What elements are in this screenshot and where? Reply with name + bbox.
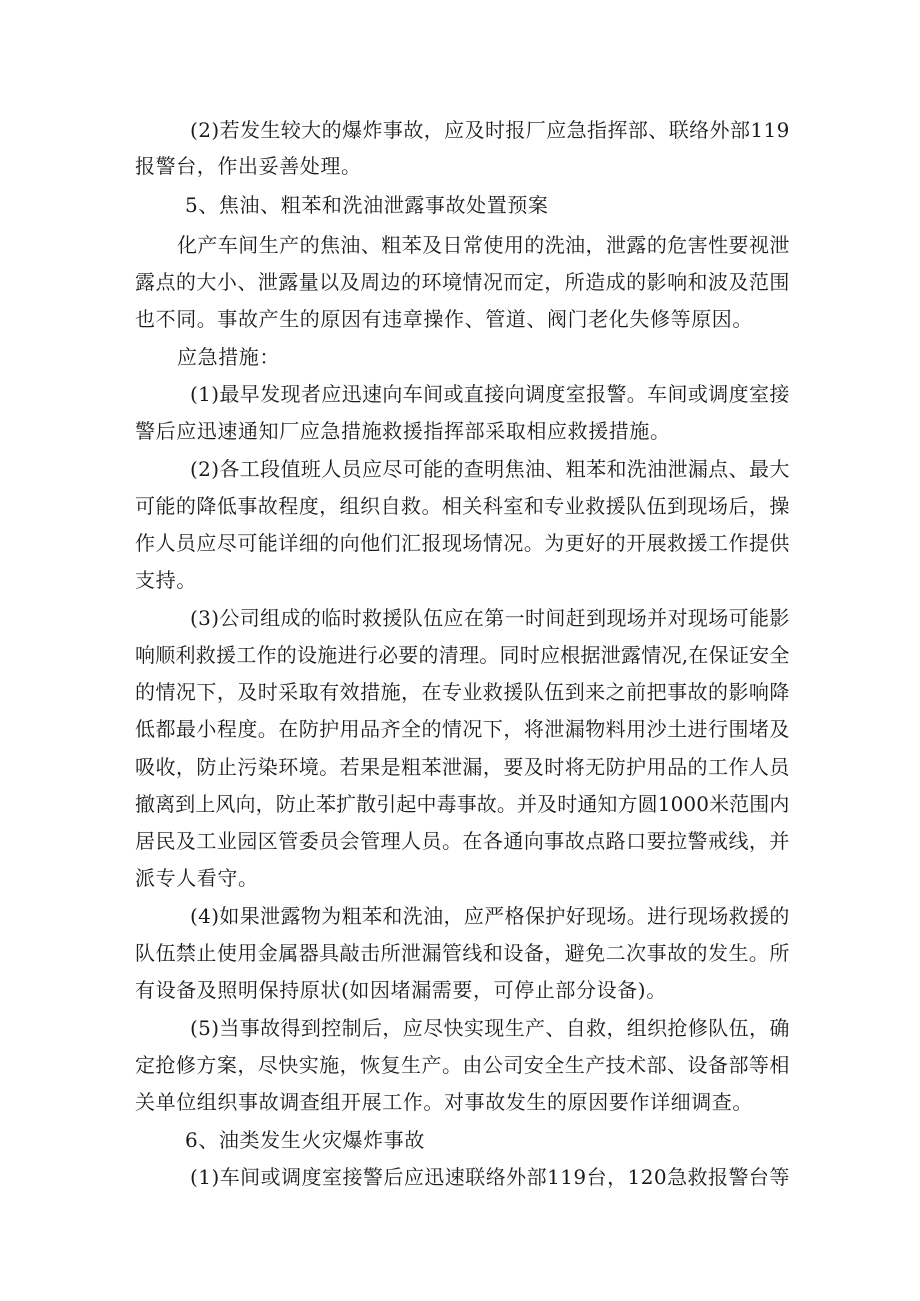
text-line: 露点的大小、泄露量以及周边的环境情况而定，所造成的影响和波及范围 — [135, 270, 790, 294]
text-line: 报警台，作出妥善处理。 — [135, 154, 362, 178]
text-line: 作人员应尽可能详细的向他们汇报现场情况。为更好的开展救援工作提供 — [135, 531, 790, 555]
text-line: 有设备及照明保持原状(如因堵漏需要，可停止部分设备)。 — [135, 978, 667, 1002]
section-heading: 5、焦油、粗苯和洗油泄露事故处置预案 — [185, 193, 549, 217]
text-line: 可能的降低事故程度，组织自救。相关科室和专业救援队伍到现场后，操 — [135, 494, 790, 518]
text-line: (1)车间或调度室接警后应迅速联络外部119台，120急救报警台等 — [190, 1165, 790, 1189]
text-line: 也不同。事故产生的原因有违章操作、管道、阀门老化失修等原因。 — [135, 307, 753, 331]
text-line: 关单位组织事故调查组开展工作。对事故发生的原因要作详细调查。 — [135, 1090, 753, 1114]
text-line: 支持。 — [135, 568, 197, 592]
text-line: 警后应迅速通知厂应急措施救援指挥部采取相应救援措施。 — [135, 419, 671, 443]
text-line: (1)最早发现者应迅速向车间或直接向调度室报警。车间或调度室接 — [190, 382, 790, 406]
text-line: 撤离到上风向，防止苯扩散引起中毒事故。并及时通知方圆1000米范围内 — [135, 792, 790, 816]
text-line: 队伍禁止使用金属器具敲击所泄漏管线和设备，避免二次事故的发生。所 — [135, 941, 790, 965]
text-line: 吸收，防止污染环境。若果是粗苯泄漏，要及时将无防护用品的工作人员 — [135, 755, 790, 779]
text-line: 应急措施： — [177, 345, 280, 369]
text-line: 居民及工业园区管委员会管理人员。在各通向事故点路口要拉警戒线，并 — [135, 829, 790, 853]
text-line: (4)如果泄露物为粗苯和洗油，应严格保护好现场。进行现场救援的 — [190, 904, 790, 928]
section-heading: 6、油类发生火灾爆炸事故 — [185, 1128, 425, 1152]
text-line: 低都最小程度。在防护用品齐全的情况下，将泄漏物料用沙土进行围堵及 — [135, 717, 790, 741]
text-line: 响顺利救援工作的设施进行必要的清理。同时应根据泄露情况,在保证安全 — [135, 643, 790, 667]
text-line: (5)当事故得到控制后，应尽快实现生产、自救，组织抢修队伍，确 — [190, 1016, 790, 1040]
text-line: 的情况下，及时采取有效措施，在专业救援队伍到来之前把事故的影响降 — [135, 680, 790, 704]
text-line: (3)公司组成的临时救援队伍应在第一时间赶到现场并对现场可能影 — [190, 606, 790, 630]
text-line: 派专人看守。 — [135, 866, 259, 890]
text-line: 定抢修方案，尽快实施，恢复生产。由公司安全生产技术部、设备部等相 — [135, 1053, 790, 1077]
text-line: 化产车间生产的焦油、粗苯及日常使用的洗油，泄露的危害性要视泄 — [177, 233, 790, 257]
text-line: (2)若发生较大的爆炸事故，应及时报厂应急指挥部、联络外部119 — [190, 118, 790, 142]
text-line: (2)各工段值班人员应尽可能的查明焦油、粗苯和洗油泄漏点、最大 — [190, 457, 790, 481]
